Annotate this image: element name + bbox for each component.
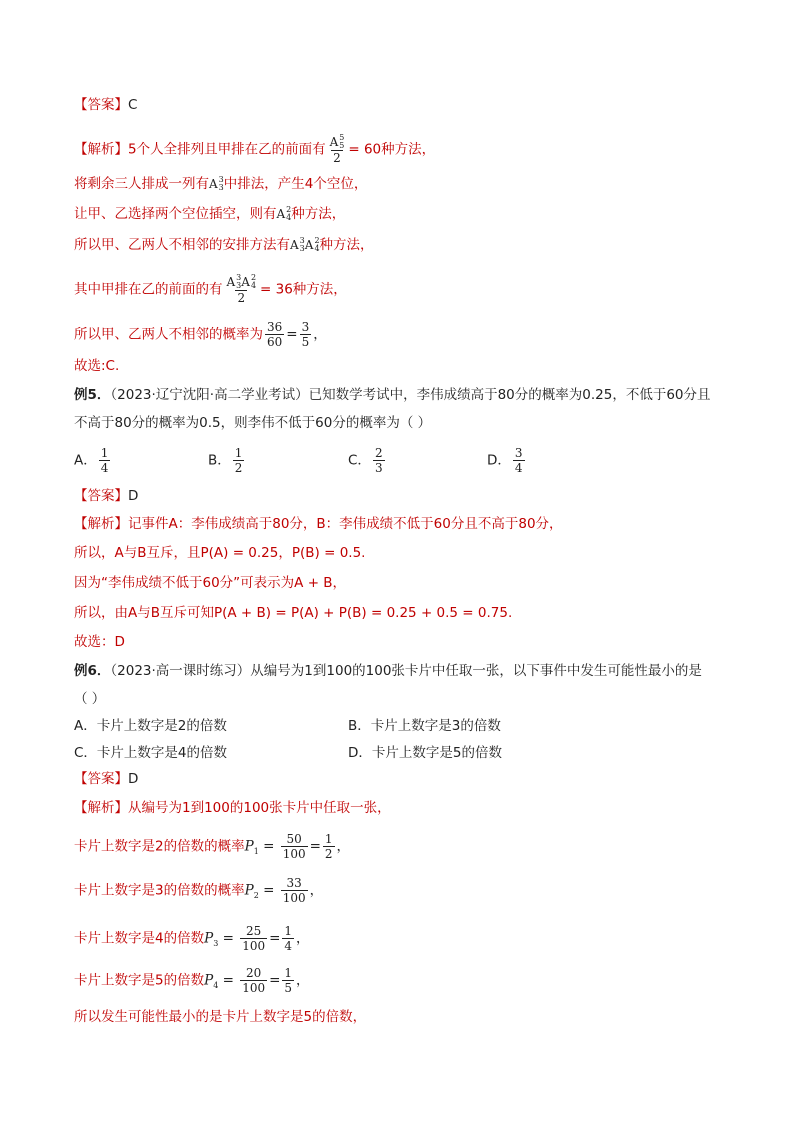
analysis-line-2: 将剩余三人排成一列有A 3 3 中排法，产生4个空位， xyxy=(74,175,368,192)
analysis-line-5: 其中甲排在乙的前面的有 A 3 3 A 2 4 2 = 36种方法， xyxy=(74,273,347,305)
ex6-prob-row: 卡片上数字是3的倍数的概率$P_2$ = $\frac{33}{100}$ ， xyxy=(74,876,324,905)
ex5-option-a[interactable]: A． $\frac{1}{4}$ xyxy=(74,446,109,475)
fraction: $\frac{33}{100}$ xyxy=(282,876,306,905)
ex6-prob-row: 卡片上数字是5的倍数$P_4$ = $\frac{20}{100}$ = $\frac{1}{5}$ ， xyxy=(74,966,310,995)
fraction: $\frac{1}{2}$ xyxy=(324,832,333,861)
analysis-line-6: 所以甲、乙两人不相邻的概率为 $\frac{36}{60}$ = $\frac{3}{5}$ ， xyxy=(74,320,327,349)
ex6-prob-row: 卡片上数字是2的倍数的概率$P_1$ = $\frac{50}{100}$ = $\frac{1}{2}$ ， xyxy=(74,832,351,861)
ex6-option-c[interactable]: C．卡片上数字是4的倍数 xyxy=(74,745,228,761)
ex5-question-2: 不高于80分的概率为0.5，则李伟不低于60分的概率为（ ） xyxy=(74,415,432,431)
ex6-analysis-1: 【解析】从编号为1到100的100张卡片中任取一张， xyxy=(74,800,391,816)
analysis-line-4: 所以甲、乙两人不相邻的安排方法有A 3 3 A 2 4 种方法， xyxy=(74,236,374,253)
answer-label: 【答案】 xyxy=(74,97,128,113)
analysis-line-3: 让甲、乙选择两个空位插空，则有A 2 4 种方法， xyxy=(74,205,346,222)
analysis-label: 【解析】 xyxy=(74,141,128,158)
fraction: $\frac{1}{5}$ xyxy=(284,966,293,995)
ex5-option-c[interactable]: C． $\frac{2}{3}$ xyxy=(348,446,383,475)
ex6-option-d[interactable]: D．卡片上数字是5的倍数 xyxy=(348,745,502,761)
fraction: $\frac{1}{4}$ xyxy=(284,924,293,953)
ex6-option-b[interactable]: B．卡片上数字是3的倍数 xyxy=(348,718,501,734)
ex5-analysis-2: 所以，A与B互斥，且P(A) = 0.25，P(B) = 0.5. xyxy=(74,545,366,561)
ex6-question-1: 例6．（2023·高一课时练习）从编号为1到100的100张卡片中任取一张，以下事件中发生可能性最小的是 xyxy=(74,663,702,679)
fraction: $\frac{3}{5}$ xyxy=(301,320,310,349)
fraction: A 3 3 A 2 4 2 xyxy=(226,273,257,305)
answer-value: C xyxy=(128,97,138,113)
fraction: $\frac{3}{4}$ xyxy=(514,446,523,475)
ex5-answer-line: 【答案】D xyxy=(74,488,139,504)
fraction: $\frac{50}{100}$ xyxy=(282,832,306,861)
fraction: $\frac{36}{60}$ xyxy=(267,320,283,349)
ex5-option-d[interactable]: D． $\frac{3}{4}$ xyxy=(487,446,523,475)
perm-symbol: A 3 3 xyxy=(209,175,224,192)
perm-symbol: A 2 4 xyxy=(276,205,292,222)
ex5-option-b[interactable]: B． $\frac{1}{2}$ xyxy=(208,446,243,475)
ex6-question-2: （ ） xyxy=(74,691,106,707)
fraction: $\frac{2}{3}$ xyxy=(374,446,383,475)
ex6-option-a[interactable]: A．卡片上数字是2的倍数 xyxy=(74,718,227,734)
fraction: A 5 5 2 xyxy=(329,133,345,165)
ex5-question-1: 例5．（2023·辽宁沈阳·高二学业考试）已知数学考试中，李伟成绩高于80分的概率为0.25，不低于60分且 xyxy=(74,387,711,403)
ex5-tag: 例5． xyxy=(74,387,111,403)
analysis-line-1: 【解析】5个人全排列且甲排在乙的前面有 A 5 5 2 = 60种方法， xyxy=(74,133,436,165)
perm-symbol: A 3 3 A 2 4 xyxy=(290,236,320,253)
ex6-prob-row: 卡片上数字是4的倍数$P_3$ = $\frac{25}{100}$ = $\frac{1}{4}$ ， xyxy=(74,924,310,953)
fraction: $\frac{1}{2}$ xyxy=(234,446,243,475)
ex6-conclusion: 所以发生可能性最小的是卡片上数字是5的倍数， xyxy=(74,1009,367,1025)
choose-line: 故选:C. xyxy=(74,358,120,374)
ex5-choose: 故选：D xyxy=(74,634,125,650)
fraction: $\frac{20}{100}$ xyxy=(242,966,266,995)
fraction: $\frac{25}{100}$ xyxy=(242,924,266,953)
ex6-answer-line: 【答案】D xyxy=(74,771,139,787)
answer-line-c xyxy=(74,95,137,115)
ex5-analysis-4: 所以，由A与B互斥可知P(A + B) = P(A) + P(B) = 0.25 + 0.5 = 0.75. xyxy=(74,605,513,621)
ex5-analysis-1: 【解析】记事件A：李伟成绩高于80分，B：李伟成绩不低于60分且不高于80分， xyxy=(74,516,563,532)
ex5-analysis-3: 因为“李伟成绩不低于60分”可表示为A + B， xyxy=(74,575,347,591)
ex6-tag: 例6． xyxy=(74,663,111,679)
fraction: $\frac{1}{4}$ xyxy=(100,446,109,475)
